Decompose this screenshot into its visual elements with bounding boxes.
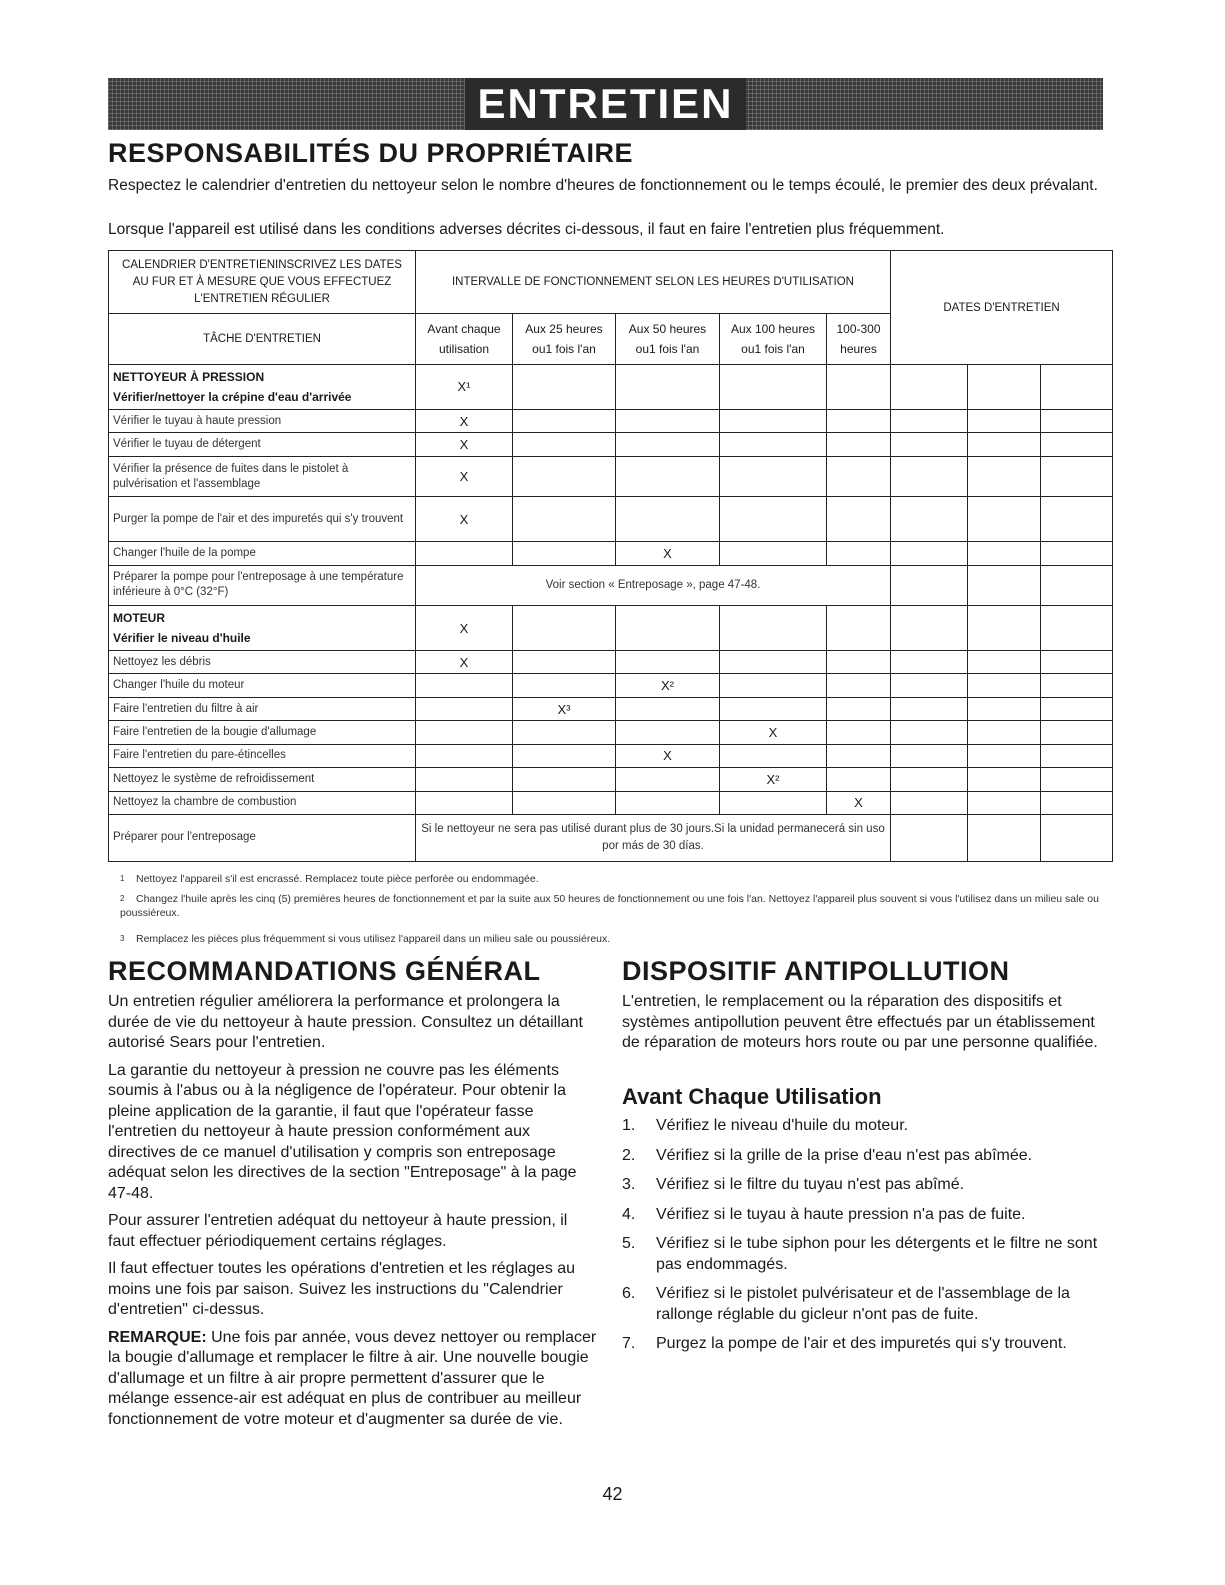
table-row bbox=[109, 697, 1113, 720]
list-item: 6. Vérifiez si le pistolet pulvérisateur et de l'assemblage de la rallonge réglable du gicleur n'ont pas de fuite. bbox=[622, 1285, 1070, 1323]
mark-cell: X³ bbox=[513, 697, 616, 720]
task-label: Nettoyez les débris bbox=[109, 651, 416, 674]
table-row bbox=[109, 456, 1113, 497]
table-row bbox=[109, 565, 1113, 606]
storage-note: Voir section « Entreposage », page 47-48. bbox=[416, 565, 891, 606]
table-row bbox=[109, 814, 1113, 861]
column-header: 100-300 heures bbox=[827, 314, 891, 365]
emissions-subtitle: Avant Chaque Utilisation bbox=[622, 1084, 882, 1109]
mark-cell: X bbox=[416, 606, 513, 651]
task-label: Vérifier le tuyau de détergent bbox=[109, 433, 416, 456]
remark-text: Une fois par année, vous devez nettoyer ou remplacer la bougie d'allumage et remplacer le filtre à air. Une nouvelle bougie d'allumage et un filtre à air propre permettent d'assurer que le mélange essence-air est adéquat en plus de contribuer au meilleur fonctionnement de votre moteur et d'augmenter sa durée de vie. bbox=[108, 1328, 597, 1428]
task-label: Faire l'entretien du filtre à air bbox=[109, 697, 416, 720]
table-row bbox=[109, 365, 1113, 410]
task-label: Vérifier/nettoyer la crépine d'eau d'arrivée bbox=[113, 389, 352, 404]
task-label: Nettoyez la chambre de combustion bbox=[109, 791, 416, 814]
paragraph: Il faut effectuer toutes les opérations d'entretien et les réglages au moins une fois par saison. Suivez les instructions du "Calendrier d'entretien" ci-dessus. bbox=[108, 1260, 576, 1318]
task-cell bbox=[109, 606, 416, 651]
table-row bbox=[109, 791, 1113, 814]
mark-cell: X¹ bbox=[416, 365, 513, 410]
task-label: Changer l'huile de la pompe bbox=[109, 542, 416, 565]
list-item: 4. Vérifiez si le tuyau à haute pression n'a pas de fuite. bbox=[622, 1205, 1026, 1223]
mark-cell: X bbox=[827, 791, 891, 814]
table-row bbox=[109, 542, 1113, 565]
section-banner bbox=[108, 78, 1103, 130]
mark-cell: X bbox=[416, 409, 513, 432]
page-number: 42 bbox=[602, 1484, 623, 1504]
table-row bbox=[109, 744, 1113, 767]
mark-cell: X bbox=[616, 542, 720, 565]
page-title: RESPONSABILITÉS DU PROPRIÉTAIRE bbox=[108, 138, 634, 168]
task-label: Préparer la pompe pour l'entreposage à une température inférieure à 0°C (32°F) bbox=[109, 565, 416, 606]
mark-cell: X bbox=[720, 721, 827, 744]
section-label: NETTOYEUR À PRESSION bbox=[113, 369, 265, 384]
list-item: 7. Purgez la pompe de l'air et des impuretés qui s'y trouvent. bbox=[622, 1335, 1067, 1352]
task-label: Purger la pompe de l'air et des impuretés qui s'y trouvent bbox=[109, 497, 416, 542]
table-row bbox=[109, 768, 1113, 791]
list-item: 3. Vérifiez si le filtre du tuyau n'est pas abîmé. bbox=[622, 1176, 965, 1193]
footnote: 3 Remplacez les pièces plus fréquemment si vous utilisez l'appareil dans un milieu sale ou poussiéreux. bbox=[120, 933, 611, 945]
recommendations-body bbox=[108, 992, 598, 1437]
table-row bbox=[109, 433, 1113, 456]
table-header-row bbox=[109, 251, 1113, 314]
mark-cell: X bbox=[416, 497, 513, 542]
mark-cell: X² bbox=[616, 674, 720, 697]
task-cell bbox=[109, 365, 416, 410]
column-header: Aux 100 heures ou1 fois l'an bbox=[720, 314, 827, 365]
paragraph: La garantie du nettoyeur à pression ne couvre pas les éléments soumis à l'abus ou à la négligence de l'opérateur. Pour obtenir la pleine application de la garantie, il faut que l'opérateur fasse l'entretien du nettoyeur à haute pression conformément aux directives de ce manuel d'utilisation y compris son entreposage adéquat selon les directives de la section "Entreposage" à la page 47-48. bbox=[108, 1061, 577, 1202]
mark-cell: X bbox=[416, 456, 513, 497]
interval-header: INTERVALLE DE FONCTIONNEMENT SELON LES HEURES D'UTILISATION bbox=[416, 251, 891, 314]
footnote: 1 Nettoyez l'appareil s'il est encrassé. Remplacez toute pièce perforée ou endommagée. bbox=[120, 873, 539, 885]
mark-cell: X bbox=[616, 744, 720, 767]
task-label: Vérifier la présence de fuites dans le pistolet à pulvérisation et l'assemblage bbox=[109, 456, 416, 497]
column-header: Aux 25 heures ou1 fois l'an bbox=[513, 314, 616, 365]
remark-label: REMARQUE: bbox=[108, 1328, 207, 1346]
maintenance-schedule-table bbox=[108, 250, 1113, 862]
storage-note: Si le nettoyeur ne sera pas utilisé durant plus de 30 jours.Si la unidad permanecerá sin uso por más de 30 días. bbox=[416, 814, 891, 861]
paragraph: Un entretien régulier améliorera la performance et prolongera la durée de vie du nettoyeur à haute pression. Consultez un détaillant autorisé Sears pour l'entretien. bbox=[108, 993, 583, 1051]
checklist bbox=[622, 1116, 1112, 1364]
recommendations-title: RECOMMANDATIONS GÉNÉRAL bbox=[108, 956, 541, 986]
task-label: Faire l'entretien du pare-étincelles bbox=[109, 744, 416, 767]
section-label: MOTEUR bbox=[113, 611, 165, 626]
paragraph: Pour assurer l'entretien adéquat du nettoyeur à haute pression, il faut effectuer périodiquement certains réglages. bbox=[108, 1212, 568, 1250]
task-label: Vérifier le tuyau à haute pression bbox=[109, 409, 416, 432]
banner-title: ENTRETIEN bbox=[465, 78, 745, 130]
table-row bbox=[109, 674, 1113, 697]
list-item: 1. Vérifiez le niveau d'huile du moteur. bbox=[622, 1117, 909, 1134]
task-label: Préparer pour l'entreposage bbox=[109, 814, 416, 861]
task-label: Vérifier le niveau d'huile bbox=[113, 631, 251, 646]
table-row bbox=[109, 651, 1113, 674]
list-item: 5. Vérifiez si le tube siphon pour les détergents et le filtre ne sont pas endommagés. bbox=[622, 1235, 1098, 1273]
emissions-paragraph: L'entretien, le remplacement ou la réparation des dispositifs et systèmes antipollution peuvent être effectués par un établissement de réparation de moteurs hors route ou par une personne qualifiée. bbox=[622, 993, 1098, 1051]
task-subheader: TÂCHE D'ENTRETIEN bbox=[109, 314, 416, 365]
remark-paragraph bbox=[108, 1328, 598, 1431]
intro-paragraph: Lorsque l'appareil est utilisé dans les conditions adverses décrites ci-dessous, il faut en faire l'entretien plus fréquemment. bbox=[108, 221, 945, 238]
intro-paragraph: Respectez le calendrier d'entretien du nettoyeur selon le nombre d'heures de fonctionnement ou le temps écoulé, le premier des deux prévalant. bbox=[108, 177, 1098, 194]
task-label: Faire l'entretien de la bougie d'allumage bbox=[109, 721, 416, 744]
table-row bbox=[109, 606, 1113, 651]
column-header: Avant chaque utilisation bbox=[416, 314, 513, 365]
table-row bbox=[109, 409, 1113, 432]
table-row bbox=[109, 721, 1113, 744]
task-label: Changer l'huile du moteur bbox=[109, 674, 416, 697]
column-header: Aux 50 heures ou1 fois l'an bbox=[616, 314, 720, 365]
list-item: 2. Vérifiez si la grille de la prise d'eau n'est pas abîmée. bbox=[622, 1146, 1033, 1164]
mark-cell: X bbox=[416, 433, 513, 456]
footnote: 2 Changez l'huile après les cinq (5) premières heures de fonctionnement et par la suite aux 50 heures de fonctionnement ou une fois l'an. Nettoyez l'appareil plus souvent si vous l'utilisez dans un milieu sale ou poussiéreux. bbox=[120, 893, 1099, 919]
table-row bbox=[109, 497, 1113, 542]
mark-cell: X bbox=[416, 651, 513, 674]
task-label: Nettoyez le système de refroidissement bbox=[109, 768, 416, 791]
task-header: CALENDRIER D'ENTRETIENINSCRIVEZ LES DATES AU FUR ET À MESURE QUE VOUS EFFECTUEZ L'ENTRETIEN RÉGULIER bbox=[109, 251, 416, 314]
emissions-title: DISPOSITIF ANTIPOLLUTION bbox=[622, 956, 1010, 986]
dates-header: DATES D'ENTRETIEN bbox=[891, 251, 1113, 365]
mark-cell: X² bbox=[720, 768, 827, 791]
